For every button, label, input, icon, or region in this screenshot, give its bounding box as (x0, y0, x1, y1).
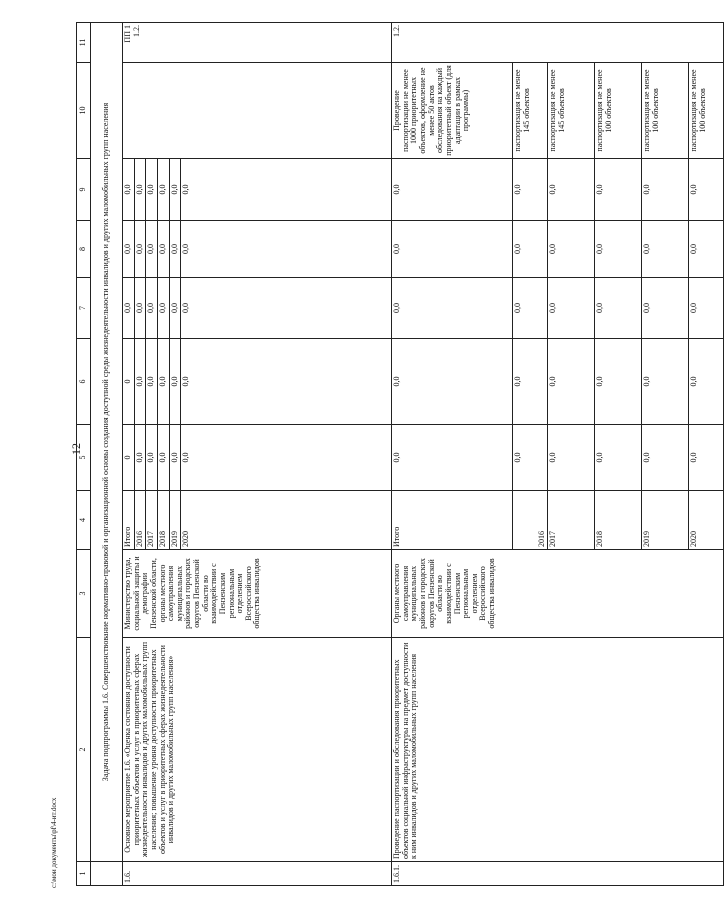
row-1-6-c6: 0,0 (134, 339, 146, 425)
row-1-6-c8: 0,0 (169, 221, 181, 278)
row-1-6-c6: 0,0 (169, 339, 181, 425)
row-1-6-1-c8: 0,0 (513, 221, 548, 278)
row-1-6-1-c10: паспортизация не менее 100 объектов (642, 63, 689, 159)
row-1-6-1-c7: 0,0 (689, 278, 724, 339)
row-1-6-year: 2019 (169, 491, 181, 550)
row-1-6-c7: 0,0 (169, 278, 181, 339)
row-1-6-c7: 0,0 (181, 278, 392, 339)
program-table (76, 22, 724, 886)
page-number: 12 (69, 443, 83, 455)
row-1-6-c9: 0,0 (169, 159, 181, 221)
col-header-11: 11 (77, 23, 91, 63)
row-1-6-c10 (123, 63, 392, 159)
row-1-6-c6: 0,0 (181, 339, 392, 425)
row-1-6-c6-total: 0 (123, 339, 135, 425)
row-1-6-year-total: Итого (123, 491, 135, 550)
row-1-6-year: 2018 (157, 491, 169, 550)
row-1-6-c5: 0,0 (181, 425, 392, 491)
row-1-6-c8: 0,0 (181, 221, 392, 278)
task-spacer (91, 862, 123, 886)
row-1-6-c7: 0,0 (146, 278, 158, 339)
row-1-6-1-c8: 0,0 (548, 221, 595, 278)
row-1-6-1-c10: паспортизация не менее 145 объектов (548, 63, 595, 159)
col-header-1: 1 (77, 862, 91, 886)
row-1-6-1-c9: 0,0 (642, 159, 689, 221)
row-1-6-c9: 0,0 (157, 159, 169, 221)
row-1-6-1-c5: 0,0 (595, 425, 642, 491)
row-1-6-c8: 0,0 (157, 221, 169, 278)
row-1-6-c7: 0,0 (157, 278, 169, 339)
row-1-6-1-c10: паспортизация не менее 100 объектов (689, 63, 724, 159)
row-1-6-number: 1.6. (123, 862, 392, 886)
row-1-6-year: 2017 (146, 491, 158, 550)
row-1-6-code-line2: 1.2. (131, 25, 141, 37)
row-1-6-1-c6: 0,0 (595, 339, 642, 425)
row-1-6-1-c8: 0,0 (689, 221, 724, 278)
task-row (91, 23, 123, 886)
col-header-8: 8 (77, 221, 91, 278)
column-number-row (77, 23, 91, 886)
col-header-5: 5 (77, 425, 91, 491)
row-1-6-1-executor: Органы местного самоуправления муниципальных районов и городских округов Пензенской области во взаимодействии с Пензенским региональным отделением Всероссийского общества инвалидов (392, 550, 724, 638)
row-1-6-c8-total: 0,0 (123, 221, 135, 278)
row-1-6-1-year: 2020 (689, 491, 724, 550)
row-1-6-c9: 0,0 (134, 159, 146, 221)
row-1-6-1-c9: 0,0 (689, 159, 724, 221)
rotated-table-page (76, 23, 707, 886)
row-1-6-c5: 0,0 (134, 425, 146, 491)
row-1-6-c7-total: 0,0 (123, 278, 135, 339)
row-1-6-code-line1: ПП 1 (123, 25, 132, 43)
row-1-6-1-year-total: Итого (392, 491, 513, 550)
row-1-6-1-c9-total: 0,0 (392, 159, 513, 221)
row-1-6-1-c6: 0,0 (642, 339, 689, 425)
col-header-6: 6 (77, 339, 91, 425)
row-1-6-1-c7: 0,0 (642, 278, 689, 339)
row-1-6-1-c6: 0,0 (689, 339, 724, 425)
row-1-6-1-year: 2018 (595, 491, 642, 550)
row-1-6-1-c7-total: 0,0 (392, 278, 513, 339)
row-1-6-1-c5: 0,0 (513, 425, 548, 491)
row-1-6-1-c10: паспортизация не менее 145 объектов (513, 63, 548, 159)
row-1-6-1-name: Проведение паспортизации и обследования приоритетных объектов социальной инфраструктуры на предмет доступности к ним инвалидов и других маломобильных групп населения (392, 638, 724, 862)
row-1-6-1-c10: паспортизация не менее 100 объектов (595, 63, 642, 159)
row-1-6 (123, 23, 135, 886)
row-1-6-1-c5: 0,0 (548, 425, 595, 491)
col-header-4: 4 (77, 491, 91, 550)
row-1-6-c6: 0,0 (157, 339, 169, 425)
row-1-6-1-number: 1.6.1. (392, 862, 724, 886)
row-1-6-1-c6-total: 0,0 (392, 339, 513, 425)
row-1-6-c5: 0,0 (157, 425, 169, 491)
row-1-6-1-c9: 0,0 (513, 159, 548, 221)
row-1-6-name: Основное мероприятие 1.6. «Оценка состояния доступности приоритетных объектов и услуг в приоритетных сферах жизнедеятельности инвалидов и других маломобильных групп населения; повышение уровня доступности приоритетных объектов и услуг в приоритетных сферах жизнедеятельности инвалидов и других маломобильных групп населения» (123, 638, 392, 862)
row-1-6-1-year: 2016 (513, 491, 548, 550)
row-1-6-c5-total: 0 (123, 425, 135, 491)
row-1-6-c7: 0,0 (134, 278, 146, 339)
row-1-6-1-c8: 0,0 (595, 221, 642, 278)
row-1-6-1-code: 1.2. (392, 23, 724, 63)
row-1-6-1-c5: 0,0 (642, 425, 689, 491)
task-title: Задача подпрограммы 1.6. Совершенствование нормативно-правовой и организационной основы создания доступной среды жизнедеятельности инвалидов и других маломобильных групп населения (91, 23, 123, 862)
col-header-10: 10 (77, 63, 91, 159)
row-1-6-1-c8-total: 0,0 (392, 221, 513, 278)
row-1-6-1 (392, 23, 513, 886)
row-1-6-1-c10-total: Проведение паспортизации не менее 1000 приоритетных объектов, оформление не менее 50 актов обследования на каждый приоритетный объект (для адаптации в рамках программы) (392, 63, 513, 159)
row-1-6-1-c5: 0,0 (689, 425, 724, 491)
row-1-6-1-c6: 0,0 (548, 339, 595, 425)
row-1-6-1-c9: 0,0 (595, 159, 642, 221)
footer-file-path: c:\мои документы\pf\4-ит.docx (50, 797, 58, 888)
row-1-6-1-c5-total: 0,0 (392, 425, 513, 491)
row-1-6-1-c7: 0,0 (513, 278, 548, 339)
row-1-6-year: 2016 (134, 491, 146, 550)
row-1-6-1-c8: 0,0 (642, 221, 689, 278)
row-1-6-c8: 0,0 (134, 221, 146, 278)
row-1-6-c5: 0,0 (169, 425, 181, 491)
row-1-6-c9: 0,0 (181, 159, 392, 221)
col-header-3: 3 (77, 550, 91, 638)
row-1-6-c8: 0,0 (146, 221, 158, 278)
row-1-6-1-c6: 0,0 (513, 339, 548, 425)
row-1-6-1-year: 2017 (548, 491, 595, 550)
row-1-6-c9-total: 0,0 (123, 159, 135, 221)
col-header-2: 2 (77, 638, 91, 862)
row-1-6-year: 2020 (181, 491, 392, 550)
row-1-6-c5: 0,0 (146, 425, 158, 491)
row-1-6-1-c7: 0,0 (548, 278, 595, 339)
row-1-6-c6: 0,0 (146, 339, 158, 425)
row-1-6-c9: 0,0 (146, 159, 158, 221)
row-1-6-code (123, 23, 392, 63)
col-header-7: 7 (77, 278, 91, 339)
row-1-6-executor: Министерство труда, социальной защиты и демографии Пензенской области, органы местного самоуправления муниципальных районов и городских округов Пензенской области во взаимодействии с Пензенским региональным отделением Всероссийского общества инвалидов (123, 550, 392, 638)
row-1-6-1-year: 2019 (642, 491, 689, 550)
row-1-6-1-c9: 0,0 (548, 159, 595, 221)
col-header-9: 9 (77, 159, 91, 221)
row-1-6-1-c7: 0,0 (595, 278, 642, 339)
